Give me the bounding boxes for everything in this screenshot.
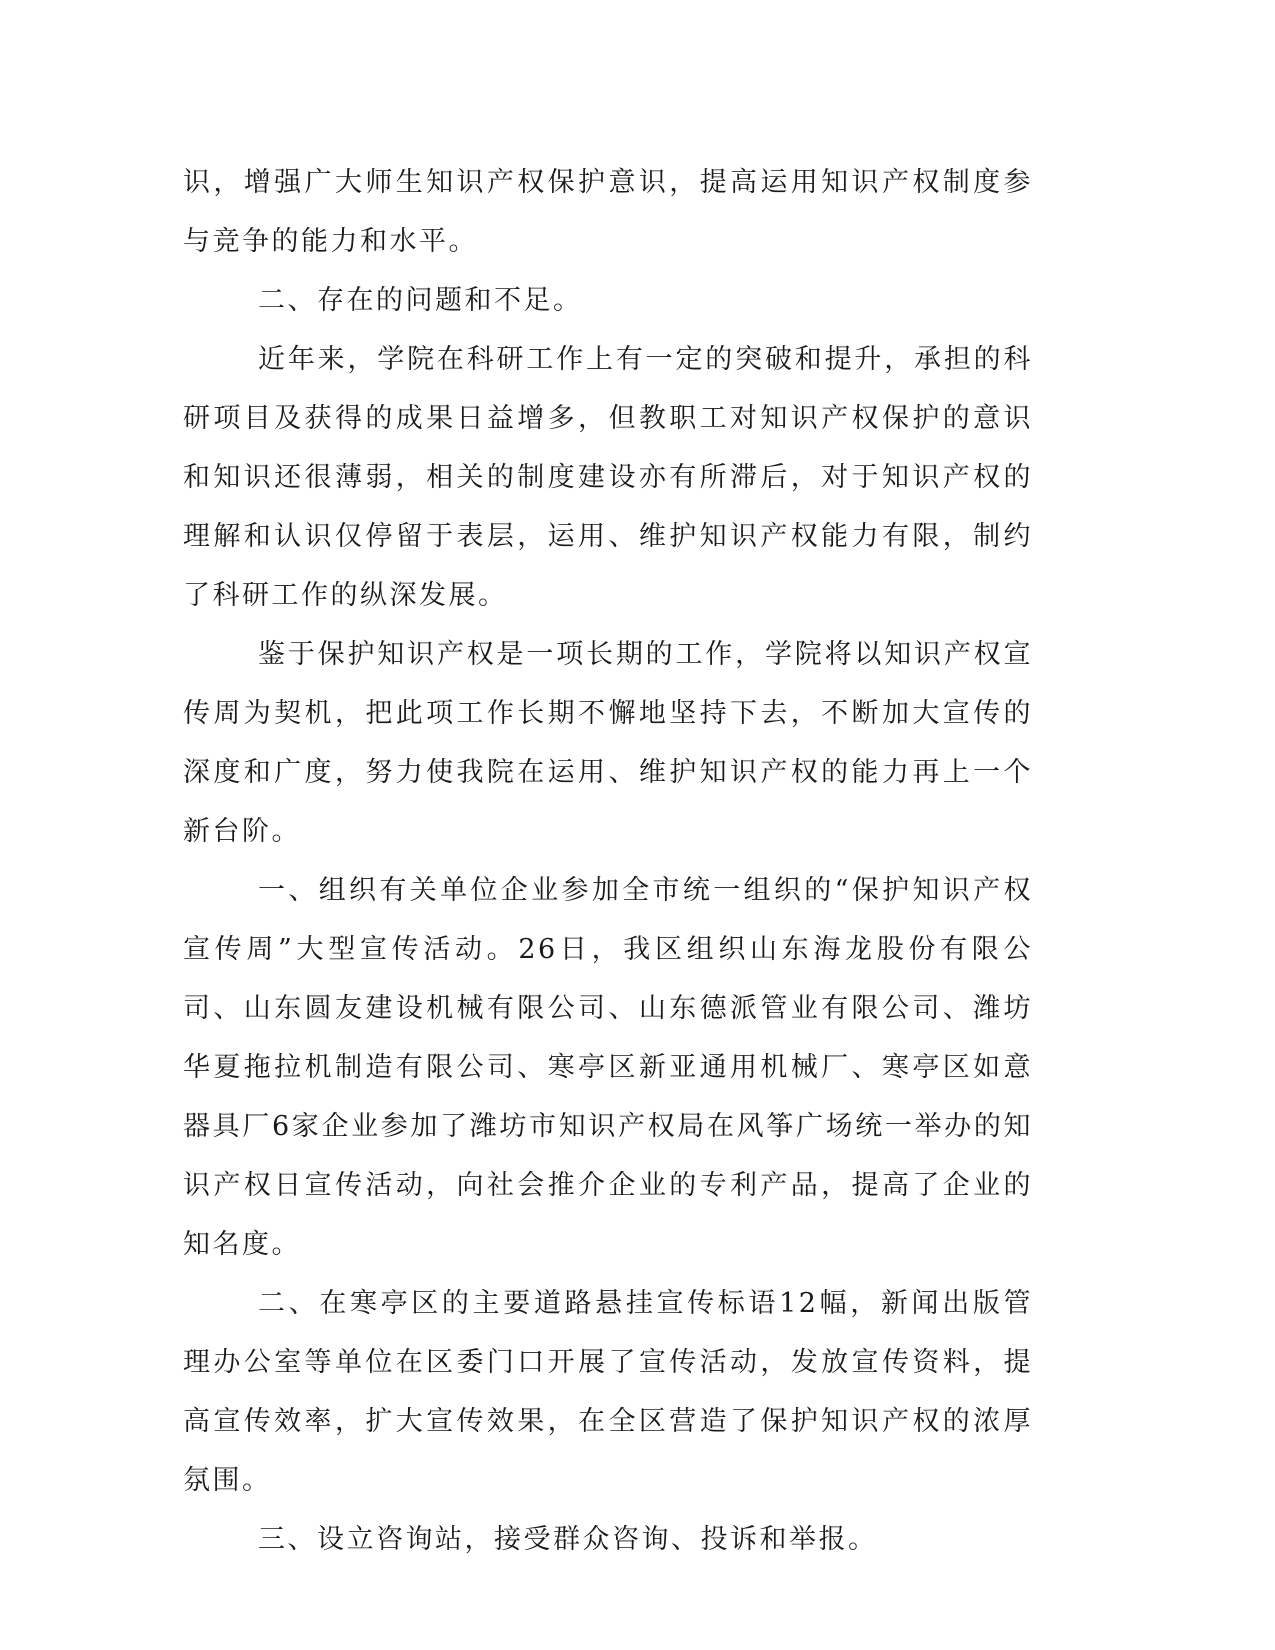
paragraph-continuation: 识，增强广大师生知识产权保护意识，提高运用知识产权制度参与竞争的能力和水平。 (183, 167, 1033, 257)
paragraph-item-one: 一、组织有关单位企业参加全市统一组织的“保护知识产权宣传周”大型宣传活动。26日，我区组织山东海龙股份有限公司、山东圆友建设机械有限公司、山东德派管业有限公司、潍坊华夏拖拉机制造有限公司、寒亭区新亚通用机械厂、寒亭区如意器具厂6家企业参加了潍坊市知识产权局在风筝广场统一举办的知识产权日宣传活动，向社会推介企业的专利产品，提高了企业的知名度。 (183, 875, 1033, 1260)
section-heading-problems: 二、存在的问题和不足。 (258, 285, 583, 316)
paragraph-long-term-work: 鉴于保护知识产权是一项长期的工作，学院将以知识产权宣传周为契机，把此项工作长期不懈地坚持下去，不断加大宣传的深度和广度，努力使我院在运用、维护知识产权的能力再上一个新台阶。 (183, 639, 1033, 847)
document-body (183, 153, 1033, 1569)
paragraph-item-two: 二、在寒亭区的主要道路悬挂宣传标语12幅，新闻出版管理办公室等单位在区委门口开展了宣传活动，发放宣传资料，提高宣传效率，扩大宣传效果，在全区营造了保护知识产权的浓厚氛围。 (183, 1288, 1033, 1496)
paragraph-recent-years: 近年来，学院在科研工作上有一定的突破和提升，承担的科研项目及获得的成果日益增多，但教职工对知识产权保护的意识和知识还很薄弱，相关的制度建设亦有所滞后，对于知识产权的理解和认识仅停留于表层，运用、维护知识产权能力有限，制约了科研工作的纵深发展。 (183, 344, 1033, 611)
paragraph-item-three: 三、设立咨询站，接受群众咨询、投诉和举报。 (258, 1524, 878, 1555)
